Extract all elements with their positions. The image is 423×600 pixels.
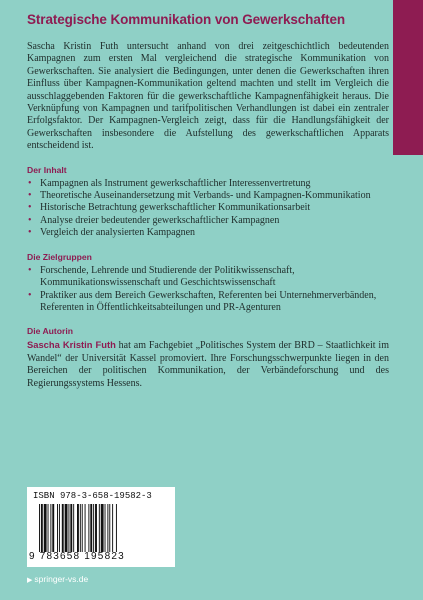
author-name: Sascha Kristin Futh bbox=[27, 339, 116, 351]
list-item: • Historische Betrachtung gewerkschaftlicher Kommunikationsarbeit bbox=[27, 202, 389, 214]
description-paragraph: Sascha Kristin Futh untersucht anhand von drei zeitgeschichtlich bedeutenden Kampagnen zum ersten Mal vergleichend die strategische Kommunikation von Gewerkschaften. Sie analysiert die Bedingungen, unter denen die Gewerkschaften ihren Einfluss über Kampagnen-Kommunikation geltend machten und stellt im Vergleich die ausschlaggebenden Faktoren für die gewerkschaftliche Kampagnenfähigkeit heraus. Die Verknüpfung von Kampagnen und tarifpolitischen Verhandlungen ist dabei ein zentraler Erfolgsfaktor. Der Kampagnen-Vergleich zeigt, dass für die Handlungsfähigkeit der Gewerkschaften insbesondere die Aufstellung des gewerkschaftlichen Apparats entscheidend ist. bbox=[27, 41, 389, 152]
accent-stripe bbox=[393, 0, 423, 155]
book-title: Strategische Kommunikation von Gewerkschaften bbox=[27, 12, 346, 27]
list-item: • Theoretische Auseinandersetzung mit Verbands- und Kampagnen-Kommunikation bbox=[27, 190, 389, 202]
barcode bbox=[27, 487, 175, 567]
author-paragraph bbox=[27, 339, 389, 390]
barcode-digits: 9 783658 195823 bbox=[29, 551, 125, 562]
audience-list bbox=[27, 265, 389, 315]
arrow-icon: ▶ bbox=[27, 577, 33, 584]
back-cover-text bbox=[27, 12, 389, 390]
isbn-label: ISBN 978-3-658-19582-3 bbox=[33, 491, 152, 501]
contents-heading: Der Inhalt bbox=[27, 164, 67, 175]
list-item: • Analyse dreier bedeutender gewerkschaftlicher Kampagnen bbox=[27, 215, 389, 227]
contents-list bbox=[27, 178, 389, 240]
list-item: • Forschende, Lehrende und Studierende der Politikwissenschaft, Kommunikationswissenschaft und Geschichtswissenschaft bbox=[27, 265, 389, 290]
publisher-website bbox=[27, 574, 88, 584]
author-bio: hat am Fachgebiet „Politisches System der BRD – Staatlichkeit im Wandel“ der Universität Kassel promoviert. Ihre Forschungsschwerpunkte liegen in den Bereichen der politischen Kommunikation, der Verbändeforschung und des Regierungssystems Hessens. bbox=[27, 340, 389, 389]
website-text: springer-vs.de bbox=[34, 574, 89, 584]
list-item: • Kampagnen als Instrument gewerkschaftlicher Interessenvertretung bbox=[27, 178, 389, 190]
audience-heading: Die Zielgruppen bbox=[27, 251, 92, 262]
barcode-bars bbox=[39, 504, 169, 552]
list-item: • Vergleich der analysierten Kampagnen bbox=[27, 227, 389, 239]
list-item: • Praktiker aus dem Bereich Gewerkschaften, Referenten bei Unternehmerverbänden, Referenten in Öffentlichkeitsabteilungen und PR-Agenturen bbox=[27, 290, 389, 315]
author-heading: Die Autorin bbox=[27, 326, 73, 337]
